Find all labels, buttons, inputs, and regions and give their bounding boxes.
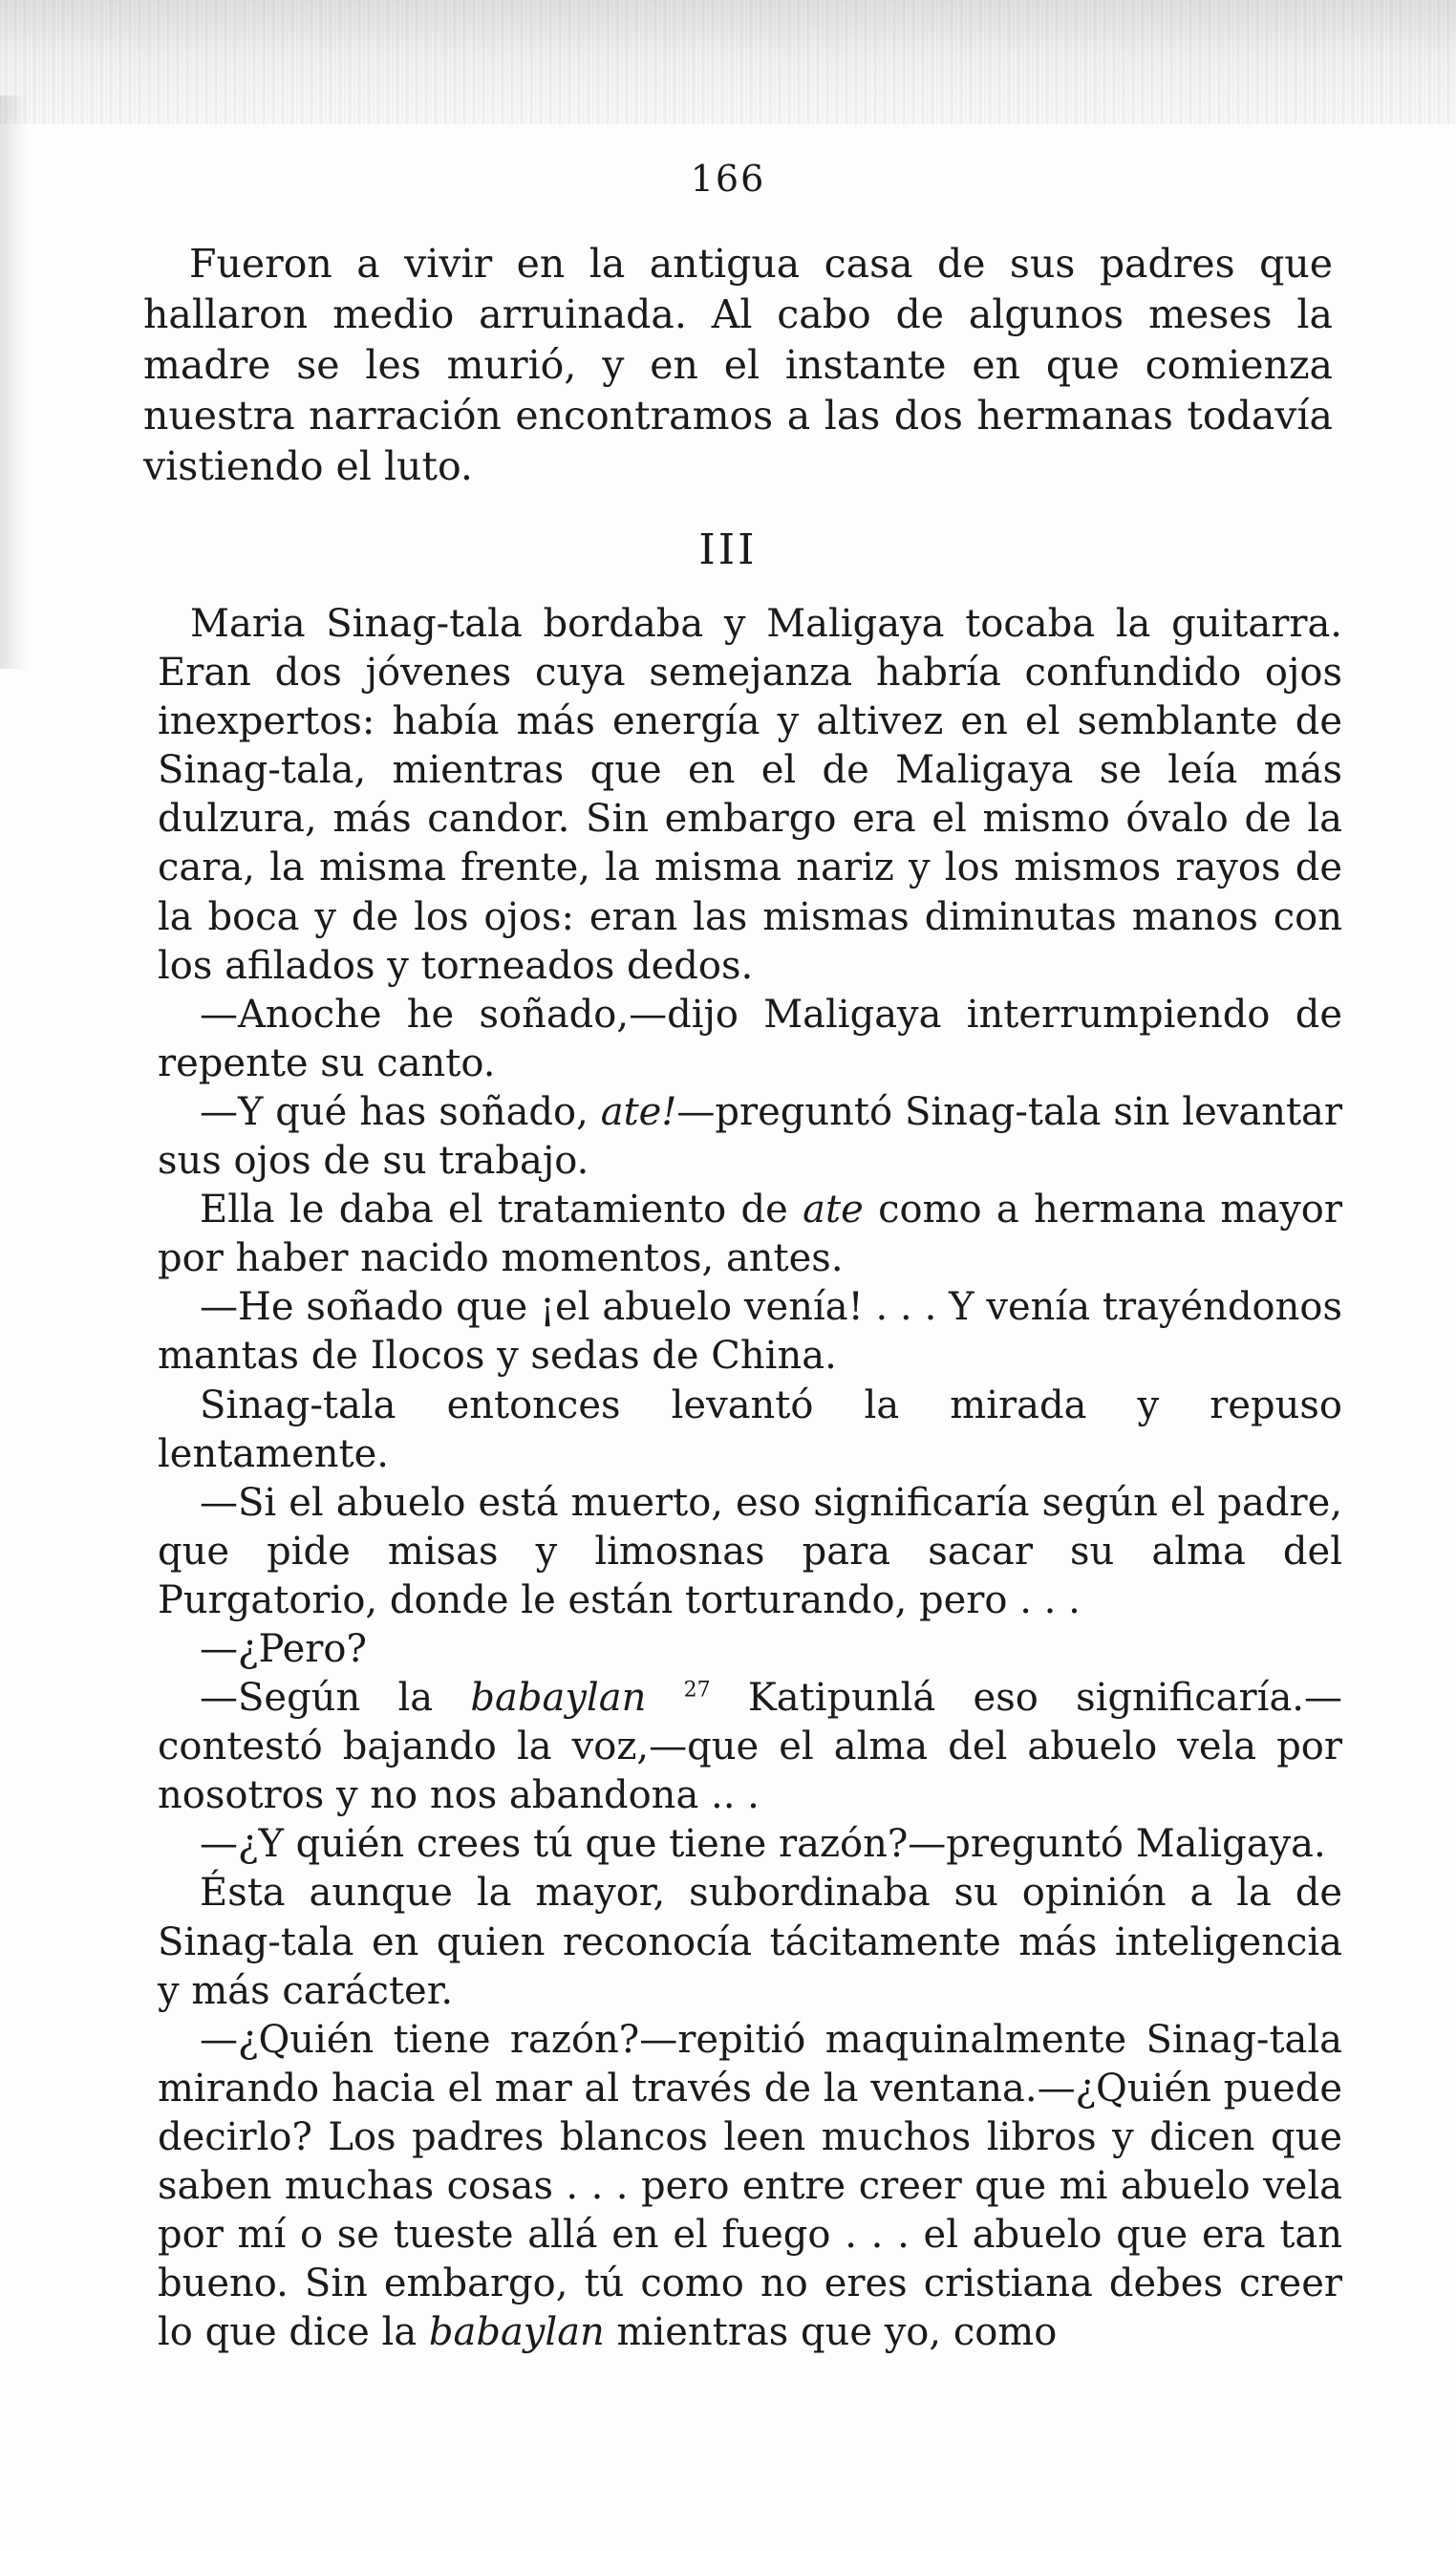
paragraph-12-a: —¿Quién tiene razón?—repitió maquinalmente Sinag-tala mirando hacia el mar al través de la ventana.—¿Quién puede decirlo? Los padres blancos leen muchos libros y dicen que saben muchas cosas . . . pero entre creer que mi abuelo vela por mí o se tueste allá en el fuego . . . el abuelo que era tan bueno. Sin embargo, tú como no eres cristiana debes creer lo que dice la <box>158 2017 1342 2355</box>
paragraph-4-a: Ella le daba el tratamiento de <box>200 1188 803 1233</box>
footnote-marker: 27 <box>683 1678 711 1703</box>
paragraph-5: —He soñado que ¡el abuelo venía! . . . Y venía trayéndonos mantas de Ilocos y sedas de China. <box>158 1285 1342 1379</box>
body-text <box>158 600 1342 2357</box>
paragraph-7: —Si el abuelo está muerto, eso significaría según el padre, que pide misas y limosnas para sacar su alma del Purgatorio, donde le están torturando, pero . . . <box>158 1480 1342 1622</box>
intro-paragraph: Fueron a vivir en la antigua casa de sus padres que hallaron medio arruinada. Al cabo de algunos meses la madre se les murió, y en el instante en que comienza nuestra narración encontramos a las dos hermanas todavía vistiendo el luto. <box>143 241 1333 489</box>
paragraph-9-italic: babaylan <box>470 1676 647 1721</box>
paragraph-12-italic: babaylan <box>428 2310 605 2355</box>
paragraph-3-italic: ate! <box>600 1089 677 1134</box>
paragraph-3-a: —Y qué has soñado, <box>200 1089 601 1134</box>
scan-noise-top <box>0 0 1456 124</box>
paragraph-9 <box>158 1674 1342 1820</box>
paragraph-1: Maria Sinag-tala bordaba y Maligaya tocaba la guitarra. Eran dos jóvenes cuya semejanza habría confundido ojos inexpertos: había más energía y altivez en el semblante de Sinag-tala, mientras que en el de Maligaya se leía más dulzura, más candor. Sin embargo era el mismo óvalo de la cara, la misma frente, la misma nariz y los mismos rayos de la boca y de los ojos: eran las mismas diminutas manos con los afilados y torneados dedos. <box>158 602 1342 988</box>
section-heading: III <box>698 525 758 574</box>
paragraph-11: Ésta aunque la mayor, subordinaba su opinión a la de Sinag-tala en quien reconocía tácitamente más inteligencia y más carácter. <box>158 1871 1342 2013</box>
paragraph-12 <box>158 2016 1342 2358</box>
paragraph-9-a: —Según la <box>200 1676 471 1721</box>
paragraph-3-c: —preguntó Sinag-tala sin levantar sus ojos de su trabajo. <box>158 1089 1342 1184</box>
paragraph-4-c: como a hermana mayor por haber nacido momentos, antes. <box>158 1188 1343 1281</box>
paragraph-12-c: mientras que yo, como <box>604 2310 1058 2355</box>
paragraph-6: Sinag-tala entonces levantó la mirada y repuso lentamente. <box>158 1383 1342 1476</box>
paragraph-8: —¿Pero? <box>200 1626 367 1671</box>
paragraph-4 <box>158 1186 1342 1283</box>
paragraph-3 <box>158 1088 1342 1186</box>
paragraph-2: —Anoche he soñado,—dijo Maligaya interrumpiendo de repente su canto. <box>158 992 1342 1085</box>
paragraph-4-italic: ate <box>803 1188 864 1233</box>
paragraph-9-c: Katipunlá eso significaría.—contestó bajando la voz,—que el alma del abuelo vela por nosotros y no nos abandona .. . <box>158 1676 1343 1818</box>
page-number: 166 <box>690 158 766 200</box>
paragraph-10: —¿Y quién crees tú que tiene razón?—preguntó Maligaya. <box>200 1822 1326 1867</box>
